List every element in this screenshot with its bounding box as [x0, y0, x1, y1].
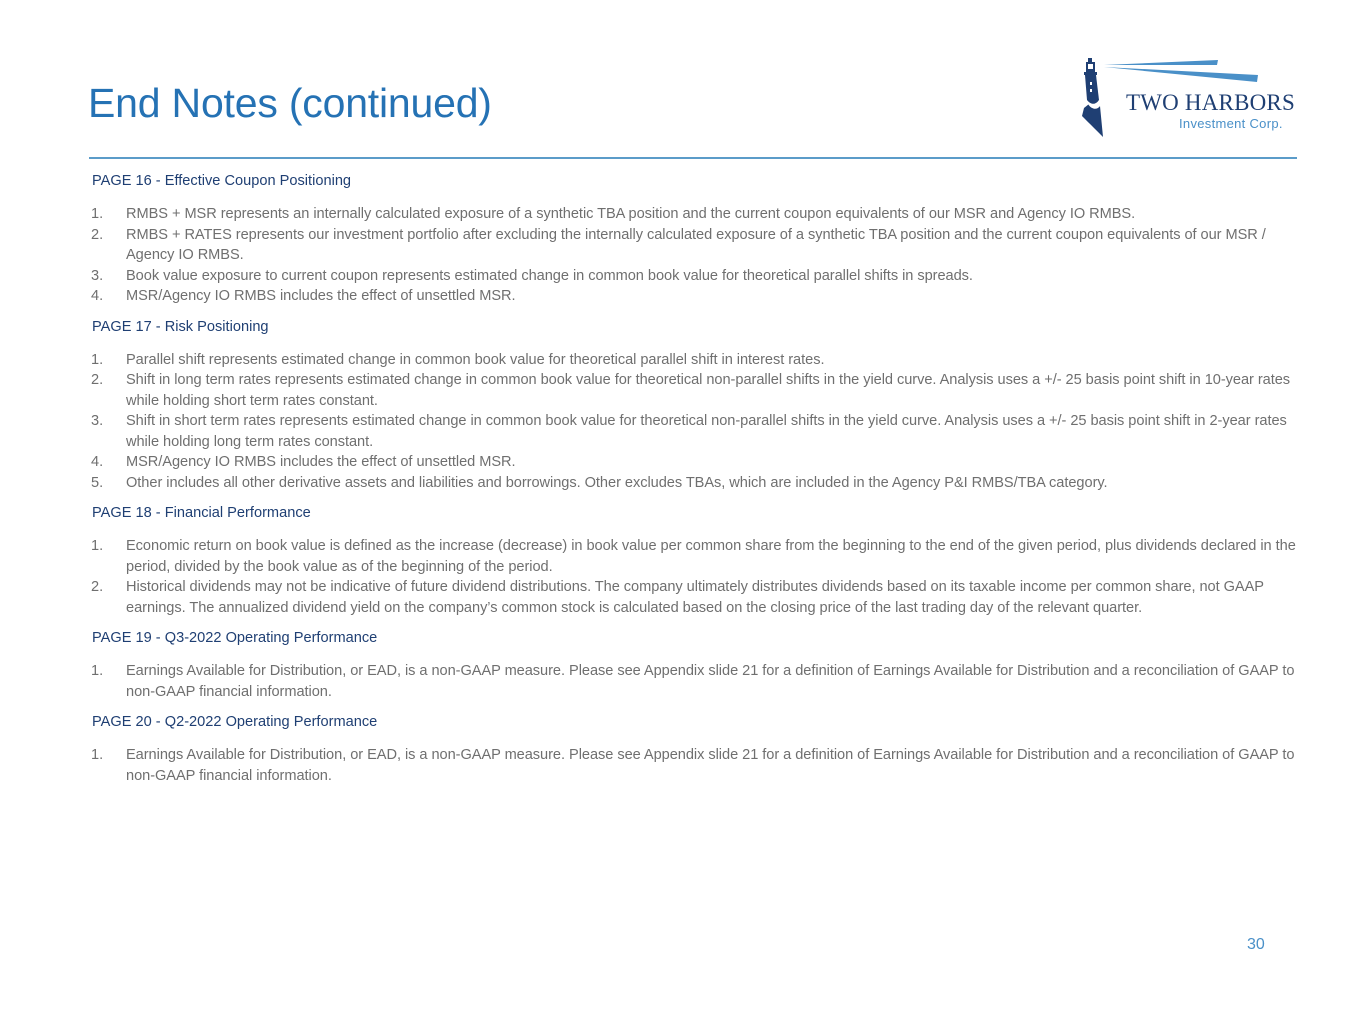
- note-text: Parallel shift represents estimated change in common book value for theoretical parallel shift in interest rates.: [126, 351, 825, 368]
- list-item: [91, 661, 1306, 702]
- note-number: 4.: [91, 454, 104, 470]
- note-number: 2.: [91, 226, 104, 243]
- note-text: Historical dividends may not be indicative of future dividend distributions. The company ultimately distributes dividends based on its taxable income per common share, not GAAP earnings. The annualized dividend yield on the company’s common stock is calculated based on the closing price of the last trading day of the relevant quarter.: [126, 579, 1264, 616]
- note-text: Book value exposure to current coupon represents estimated change in common book value for theoretical parallel shifts in spreads.: [126, 267, 973, 284]
- note-text: Shift in long term rates represents estimated change in common book value for theoretical non-parallel shifts in the yield curve. Analysis uses a +/- 25 basis point shift in 10-year rates while holding short term rates constant.: [126, 372, 1291, 409]
- note-text: Other includes all other derivative assets and liabilities and borrowings. Other excludes TBAs, which are included in the Agency P&I RMBS/TBA category.: [126, 474, 1108, 491]
- note-number: 3.: [91, 267, 104, 284]
- note-number: 4.: [91, 288, 104, 304]
- note-text: Earnings Available for Distribution, or EAD, is a non-GAAP measure. Please see Appendix slide 21 for a definition of Earnings Available for Distribution and a reconciliation of GAAP to non-GAAP financial information.: [126, 663, 1295, 700]
- list-item: [91, 577, 1306, 618]
- notes-list: [91, 204, 1306, 307]
- section-page-16: [91, 172, 1306, 307]
- page-number: 30: [1247, 936, 1265, 953]
- section-heading: PAGE 19 - Q3-2022 Operating Performance: [92, 630, 378, 646]
- list-item: [91, 204, 1306, 225]
- company-logo: [1078, 52, 1303, 140]
- note-text: MSR/Agency IO RMBS includes the effect of unsettled MSR.: [126, 288, 516, 304]
- list-item: [91, 350, 1306, 371]
- note-text: Shift in short term rates represents estimated change in common book value for theoretical non-parallel shifts in the yield curve. Analysis uses a +/- 25 basis point shift in 2-year rates while holding long term rates constant.: [126, 413, 1287, 450]
- list-item: [91, 536, 1306, 577]
- section-heading: PAGE 20 - Q2-2022 Operating Performance: [92, 714, 378, 730]
- note-text: Economic return on book value is defined as the increase (decrease) in book value per common share from the beginning to the end of the given period, plus dividends declared in the period, divided by the book value as of the beginning of the period.: [126, 538, 1296, 575]
- notes-list: [91, 350, 1306, 494]
- section-heading: PAGE 17 - Risk Positioning: [92, 318, 269, 335]
- section-heading: PAGE 18 - Financial Performance: [92, 505, 311, 521]
- list-item: [91, 473, 1306, 494]
- notes-list: [91, 536, 1306, 618]
- section-page-20: [91, 713, 1306, 786]
- list-item: [91, 266, 1306, 287]
- logo-subtitle: Investment Corp.: [1179, 116, 1283, 131]
- note-number: 1.: [91, 747, 104, 763]
- list-item: [91, 745, 1306, 786]
- note-text: RMBS + RATES represents our investment portfolio after excluding the internally calculated exposure of a synthetic TBA position and the current coupon equivalents of our MSR / Agency IO RMBS.: [126, 226, 1266, 263]
- note-number: 2.: [91, 579, 104, 595]
- notes-list: [91, 661, 1306, 702]
- list-item: [91, 370, 1306, 411]
- title-divider: [89, 157, 1297, 159]
- logo-name: TWO HARBORS: [1126, 90, 1295, 115]
- section-page-17: [91, 318, 1306, 494]
- note-text: RMBS + MSR represents an internally calculated exposure of a synthetic TBA position and the current coupon equivalents of our MSR and Agency IO RMBS.: [126, 206, 1136, 222]
- note-number: 2.: [91, 372, 104, 388]
- note-number: 1.: [91, 351, 104, 368]
- list-item: [91, 225, 1306, 266]
- note-number: 1.: [91, 206, 104, 222]
- note-number: 1.: [91, 538, 104, 554]
- note-text: MSR/Agency IO RMBS includes the effect of unsettled MSR.: [126, 454, 516, 470]
- note-text: Earnings Available for Distribution, or EAD, is a non-GAAP measure. Please see Appendix slide 21 for a definition of Earnings Available for Distribution and a reconciliation of GAAP to non-GAAP financial information.: [126, 747, 1295, 784]
- note-number: 3.: [91, 413, 104, 429]
- list-item: [91, 411, 1306, 452]
- note-number: 5.: [91, 474, 104, 491]
- list-item: [91, 286, 1306, 307]
- section-page-19: [91, 629, 1306, 702]
- section-heading: PAGE 16 - Effective Coupon Positioning: [92, 173, 352, 189]
- note-number: 1.: [91, 663, 104, 679]
- section-page-18: [91, 504, 1306, 618]
- notes-list: [91, 745, 1306, 786]
- page-title: End Notes (continued): [88, 80, 492, 126]
- list-item: [91, 452, 1306, 473]
- end-notes: [91, 172, 1306, 797]
